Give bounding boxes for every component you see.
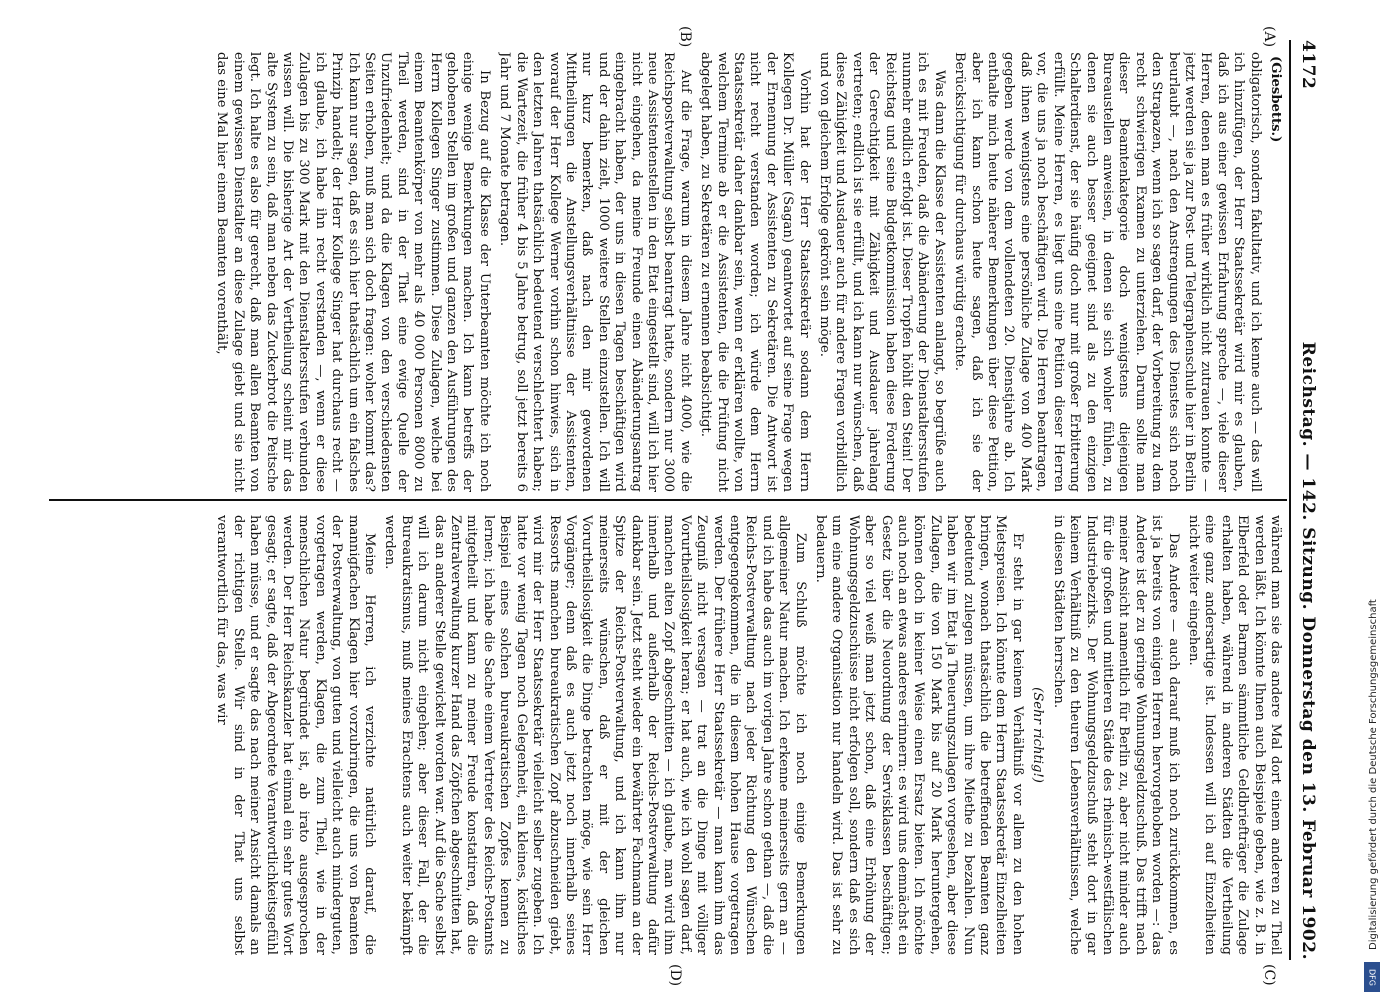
paragraph: während man sie das andere Mal dort einem anderen zu Theil werden läßt. Ich könnte Ihnen auch Beispiele geben, wie z. B. in Elberfeld oder Barmen sämmtliche Geldbriefträger die Zulage erhalten haben, während in anderen Städten die Vertheilung eine ganz andersartige ist. Indessen will ich auf Einzelheiten nicht weiter eingehen.	[1185, 515, 1283, 955]
paragraph: obligatorisch, sondern fakultativ, und ich kenne auch — das will ich hinzufügen, der Herr Staatssekretär wird mir es glauben, daß ich aus einer gewissen Erfahrung spreche —, viele dieser Herren, denen man es früher wirklich nicht zutrauen konnte — jetzt werden sie ja zur Post- und Telegraphenschule hier in Berlin beurlaubt —, nach den Anstrengungen des Dienstes sich noch den Strapazen, wenn ich so sagen darf, der Vorbereitung zu dem recht schwierigen Examen zu unterziehen. Darum sollte man dieser Beamtenkategorie doch wenigstens diejenigen Bureaustellen anweisen, in denen sie sich wohler fühlen, zu denen sie auch besser geeignet sind als zu den einzigen Schalterdienst, der sie häufig doch nur mit großer Erbitterung erfüllt. Meine Herren, es liegt uns eine Petition dieser Herren vor, die uns ja noch beschäftigen wird. Die Herren beantragen, daß ihnen wenigstens eine persönliche Zulage von 400 Mark gegeben werde von dem vollendeten 20. Dienstjahre ab. Ich enthalte mich heute näherer Bemerkungen über diese Petition, aber ich kann schon heute sagen, daß ich sie der Berücksichtigung für durchaus würdig erachte.	[952, 52, 1263, 492]
interjection: (Sehr richtig!)	[1030, 687, 1046, 783]
margin-marker-b: (B)	[677, 26, 693, 48]
header-rule	[1289, 40, 1291, 960]
paragraph: Das Andere — auch darauf muß ich noch zurückkommen, es ist ja bereits von einigen Herren hervorgehoben worden —: das Andere ist der zu geringe Wohnungsgeldzuschuß. Das trifft nach meiner Ansicht namentlich für Berlin zu, aber nicht minder auch für die großen und mittleren Städte des rheinisch-westfälischen Industriebezirks. Der Wohnungsgeldzuschuß steht dort in gar keinem Verhältniß zu den theuren Lebensverhältnissen, welche in diesen Städten herrschen.	[1050, 515, 1181, 955]
page-title: Reichstag. — 142. Sitzung. Donnerstag den 13. Februar 1902.	[1298, 341, 1318, 960]
paragraph: Auf die Frage, warum in diesem Jahre nicht 4000, wie die Reichspostverwaltung selbst beantragt hatte, sondern nur 3000 neue Assistentenstellen in den Etat eingestellt sind, will ich hier nicht eingehen, da meine Freunde einen Abänderungsantrag eingebracht haben, der uns in diesen Tagen beschäftigen wird und der dahin zielt, 1000 weitere Stellen einzustellen. Ich will nur kurz bemerken, daß nach den mir gewordenen Mittheilungen die Anstellungsverhältnisse der Assistenten, worauf der Herr Kollege Werner vorhin schon hinwies, sich in den letzten Jahren thatsächlich bedeutend verschlechtert haben; die Wartezeit, die früher 4 bis 5 Jahre betrug, soll jetzt bereits 6 Jahr und 7 Monate betragen.	[497, 52, 693, 492]
margin-marker-a: (A)	[1261, 26, 1277, 48]
page-header	[1295, 40, 1321, 960]
page-number: 4172	[1298, 40, 1318, 90]
margin-marker-c: (C)	[1261, 964, 1277, 986]
margin-marker-d: (D)	[667, 964, 683, 987]
speaker-label: (Giesbetts.)	[1268, 56, 1283, 143]
paragraph: Zum Schluß möchte ich noch einige Bemerkungen allgemeiner Natur machen. Ich erkenne meinerseits gern an — und ich habe das auch im vorigen Jahre schon gethan —, daß die Reichs-Postverwaltung nach jeder Richtung den Wünschen entgegengekommen, die in diesem hohen Hause vorgetragen werden. Der frühere Herr Staatssekretär — man kann ihm das Zeugniß nicht versagen — trat an die Dinge mit völliger Vorurtheilslosigkeit heran; er hat auch, wie ich wohl sagen darf, manchen alten Zopf abgeschnitten — ich glaube, man wird ihm innerhalb und außerhalb der Reichs-Postverwaltung dafür dankbar sein. Jetzt steht wieder ein bewährter Fachmann an der Spitze der Reichs-Postverwaltung, und ich kann ihm nur meinerseits wünschen, daß er mit der gleichen Vorurtheilslosigkeit die Dinge betrachten möge, wie sein Herr Vorgänger; denn daß es auch jetzt noch innerhalb seines Ressorts manchen bureaukratischen Zopf abzuschneiden giebt, wird mir der Herr Staatssekretär vielleicht selber zugeben. Ich hatte vor wenig Tagen noch Gelegenheit, ein kleines, köstliches Beispiel eines solchen bureaukratischen Zopfes kennen zu lernen; ich habe die Sache einem Vertreter des Reichs-Postamts mitgetheilt und kann zu meiner Freude konstatiren, daß die Zentralverwaltung kurzer Hand das Zöpfchen abgeschnitten hat, das an anderer Stelle gewickelt worden war. Auf die Sache selbst will ich darum nicht eingehen; aber dieser Fall, der die Bureaukratismus, muß meines Erachtens auch weiter bekämpft werden.	[382, 515, 808, 955]
paragraph: In Bezug auf die Klasse der Unterbeamten möchte ich noch einige wenige Bemerkungen machen. Ich kann betreffs der gehobenen Stellen im großen und ganzen den Ausführungen des Herrn Kollegen Singer zustimmen. Diese Zulagen, welche bei einem Beamtenkörper von mehr als 40 000 Personen 8000 zu Theil werden, sind in der That eine ewige Quelle der Unzufriedenheit; und da die Klagen von den verschiedensten Seiten erhoben, muß man sich doch fragen: woher kommt das? Ich kann nur sagen, daß es sich hier thatsächlich um ein falsches Prinzip handelt; der Herr Kollege Singer hat durchaus recht — ich glaube, ich habe ihn recht verstanden —, wenn er diese Zulagen bis zu 300 Mark mit den Dienstaltersstufen verbunden wissen will. Die bisherige Art der Vertheilung scheint mir das alte System zu sein, daß man neben das Zuckerbrot die Peitsche legt. Ich halte es also für gerecht, daß man allen Beamten von einem gewissen Dienstalter an diese Zulage giebt und sie nicht das eine Mal hier einem Beamten vorenthält,	[214, 52, 492, 492]
left-column	[53, 52, 1283, 492]
paragraph: Er steht in gar keinem Verhältniß vor allem zu den hohen Mietspreisen. Ich könnte dem Herrn Staatssekretär Einzelheiten bringen, wonach thatsächlich die betreffenden Beamten ganz bedeutend zulegen müssen, um ihre Miethe zu bezahlen. Nun haben wir im Etat ja Theuerungszulagen vorgesehen, aber diese Zulagen, die von 150 Mark bis auf 20 Mark heruntergehen, können doch in keiner Weise einen Ersatz bieten. Ich möchte auch noch an etwas anderes erinnern: es wird uns demnächst ein Gesetz über die Neuordnung der Servisklassen beschäftigen; aber so viel weiß man jetzt schon, daß eine Erhöhung der Wohnungsgeldzuschüsse nicht erfolgen soll, sondern daß es sich um eine andere Organisation nur handeln wird. Das ist sehr zu bedauern.	[813, 515, 1025, 955]
dfg-logo: DFG	[1364, 962, 1380, 992]
column-rule	[49, 499, 1287, 501]
paragraph: Was dann die Klasse der Assistenten anlangt, so begrüße auch ich es mit Freuden, daß die Abänderung der Dienstaltersstufen nunmehr endlich erfolgt ist. Dieser Tropfen höhlt den Stein! Der Reichstag und seine Budgetkommission haben diese Forderung der Gerechtigkeit mit Zähigkeit und Ausdauer jahrelang vertreten; endlich ist sie erfüllt, und ich kann nur wünschen, daß diese Zähigkeit und Ausdauer auch für andere Fragen vorbildlich und von gleichem Erfolge gekrönt sein möge.	[817, 52, 947, 492]
paragraph: Meine Herren, ich verzichte natürlich darauf, die mannigfachen Klagen hier vorzubringen, die uns von Beamten der Postverwaltung, von guten und vielleicht auch minderguten, vorgetragen werden, Klagen, die zum Theil, wie in der menschlichen Natur begründet ist, ab irato ausgesprochen werden. Der Herr Reichskanzler hat einmal ein sehr gutes Wort gesagt; er sagte, daß der Abgeordnete Verantwortlichkeitsgefühl haben müsse, und er sagte das nach meiner Ansicht damals an der richtigen Stelle. Wir sind in der That uns selbst verantwortlich für das, was wir	[214, 515, 378, 955]
digitization-credit: Digitalisierung gefördert durch die Deutsche Forschungsgemeinschaft	[1368, 599, 1379, 950]
right-column	[53, 515, 1283, 955]
paragraph: Vorhin hat der Herr Staatssekretär sodann dem Herrn Kollegen Dr. Müller (Sagan) geantwortet auf seine Frage wegen der Ernennung der Assistenten zu Sekretären. Die Antwort ist nicht recht verstanden worden; ich würde dem Herrn Staatssekretär daher dankbar sein, wenn er erklären wollte, von welchem Termine ab er die Assistenten, die die Prüfung nicht abgelegt haben, zu Sekretären zu ernennen beabsichtigt.	[698, 52, 812, 492]
